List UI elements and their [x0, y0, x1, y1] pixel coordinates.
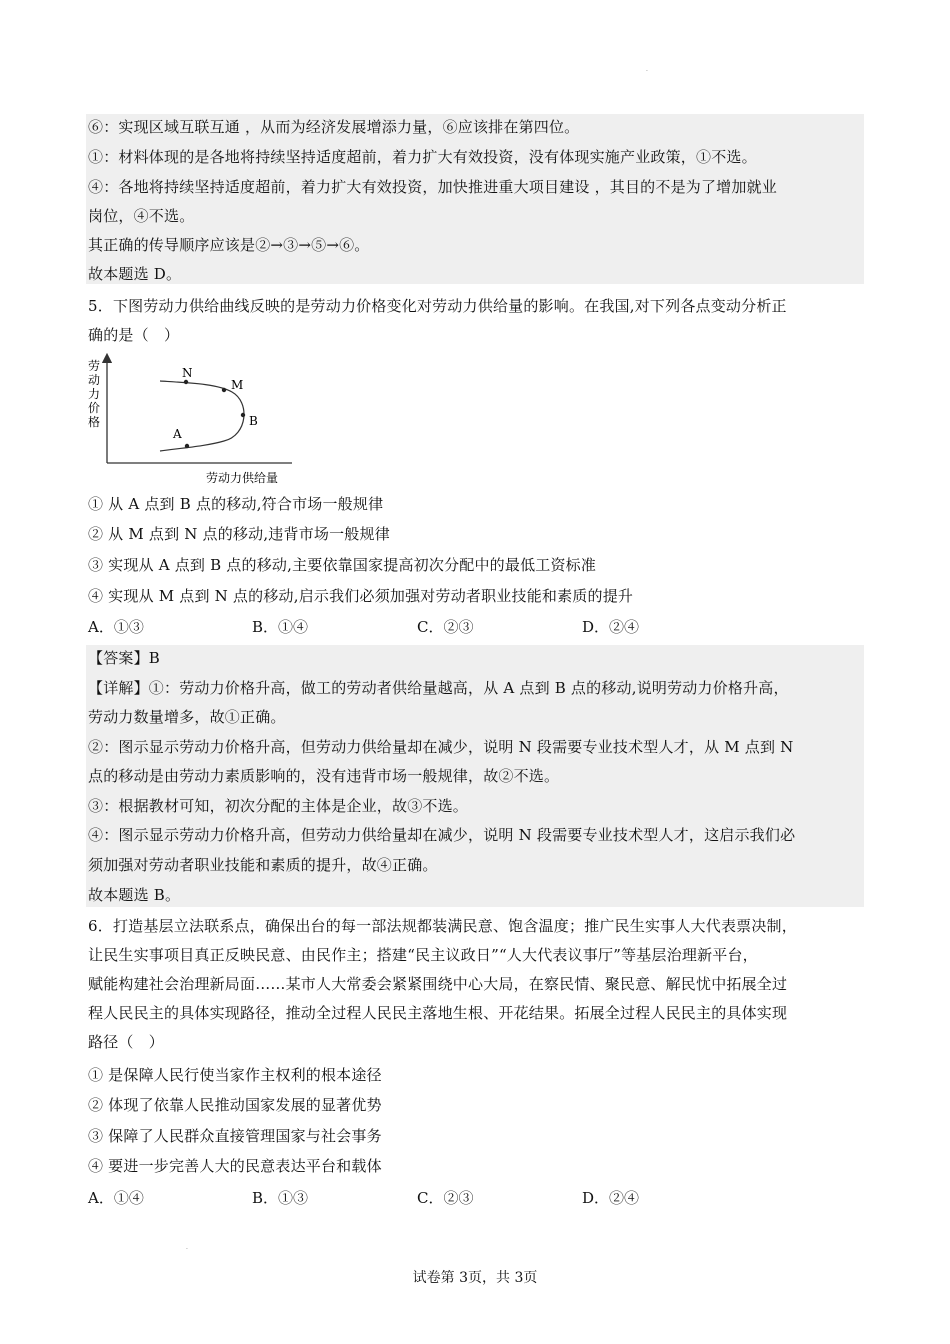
q5-statement: ④ 实现从 M 点到 N 点的移动,启示我们必须加强对劳动者职业技能和素质的提升 — [88, 587, 634, 605]
point-n — [184, 380, 188, 384]
q4-analysis-shade — [86, 114, 864, 284]
q6-stem-line: 赋能构建社会治理新局面……某市人大常委会紧紧围绕中心大局，在察民情、聚民意、解民忧中拓展全过 — [88, 975, 788, 993]
page-footer: 试卷第 3页，共 3页 — [412, 1270, 538, 1286]
corner-mark: . — [186, 1244, 188, 1251]
q5-analysis-line: 须加强对劳动者职业技能和素质的提升，故④正确。 — [88, 856, 438, 874]
y-axis-label-char: 动 — [87, 373, 101, 387]
q6-option-c[interactable]: C．②③ — [417, 1189, 474, 1207]
q6-stem-line: 程人民民主的具体实现路径，推动全过程人民民主落地生根、开花结果。拓展全过程人民民主的具体实现 — [88, 1004, 788, 1022]
point-label-m: M — [231, 378, 244, 392]
q6-statement: ④ 要进一步完善人大的民意表达平台和载体 — [88, 1157, 382, 1175]
labor-supply-curve-figure — [82, 352, 302, 492]
q5-stem-line: 5．下图劳动力供给曲线反映的是劳动力价格变化对劳动力供给量的影响。在我国,对下列各点变动分析正 — [88, 297, 787, 315]
point-label-b: B — [249, 414, 258, 428]
y-axis-label-char: 力 — [87, 387, 101, 401]
point-b — [241, 413, 245, 417]
q4-analysis-line: 岗位，④不选。 — [88, 207, 195, 225]
q6-statement: ③ 保障了人民群众直接管理国家与社会事务 — [88, 1127, 382, 1145]
q5-statement: ② 从 M 点到 N 点的移动,违背市场一般规律 — [88, 525, 390, 543]
q5-analysis-line: 劳动力数量增多，故①正确。 — [88, 708, 286, 726]
q6-stem-line: 路径（ ） — [88, 1033, 165, 1051]
q5-analysis-line: 故本题选 B。 — [88, 886, 181, 904]
q6-option-a[interactable]: A．①④ — [88, 1189, 144, 1207]
point-label-n: N — [182, 366, 193, 380]
q4-analysis-line: ①：材料体现的是各地将持续坚持适度超前，着力扩大有效投资，没有体现实施产业政策，①不选。 — [88, 148, 757, 166]
q4-analysis-line: ④：各地将持续坚持适度超前，着力扩大有效投资，加快推进重大项目建设 ，其目的不是为了增加就业 — [88, 178, 777, 196]
q5-statement: ③ 实现从 A 点到 B 点的移动,主要依靠国家提高初次分配中的最低工资标准 — [88, 556, 597, 574]
q6-option-d[interactable]: D．②④ — [582, 1189, 640, 1207]
q5-answer: 【答案】B — [88, 649, 161, 667]
y-axis-label-char: 价 — [87, 401, 101, 415]
q4-analysis-line: 其正确的传导顺序应该是②→③→⑤→⑥。 — [88, 236, 370, 254]
q6-statement: ② 体现了依靠人民推动国家发展的显著优势 — [88, 1096, 382, 1114]
q5-statement: ① 从 A 点到 B 点的移动,符合市场一般规律 — [88, 495, 384, 513]
q5-option-a[interactable]: A．①③ — [88, 618, 144, 636]
q6-statement: ① 是保障人民行使当家作主权利的根本途径 — [88, 1066, 382, 1084]
point-label-a: A — [173, 427, 182, 441]
q5-analysis-line: ②：图示显示劳动力价格升高，但劳动力供给量却在减少，说明 N 段需要专业技术型人才，从 M 点到 N — [88, 738, 794, 756]
q5-stem-line: 确的是（ ） — [88, 326, 180, 344]
q6-stem-line: 6．打造基层立法联系点，确保出台的每一部法规都装满民意、饱含温度；推广民生实事人大代表票决制， — [88, 917, 797, 935]
q5-option-b[interactable]: B．①④ — [252, 618, 309, 636]
q5-option-c[interactable]: C．②③ — [417, 618, 474, 636]
q5-analysis-line: ③：根据教材可知，初次分配的主体是企业，故③不选。 — [88, 797, 469, 815]
q4-analysis-line: 故本题选 D。 — [88, 265, 182, 283]
q5-analysis-line: ④：图示显示劳动力价格升高，但劳动力供给量却在减少，说明 N 段需要专业技术型人才，这启示我们必 — [88, 826, 796, 844]
point-m — [222, 388, 226, 392]
q6-stem-line: 让民生实事项目真正反映民意、由民作主；搭建“民主议政日”“人大代表议事厅”等基层治理新平台， — [88, 946, 758, 964]
q5-analysis-line: 【详解】①：劳动力价格升高，做工的劳动者供给量越高，从 A 点到 B 点的移动,说明劳动力价格升高， — [88, 679, 789, 697]
q5-analysis-line: 点的移动是由劳动力素质影响的，没有违背市场一般规律，故②不选。 — [88, 767, 560, 785]
y-axis-label-char: 劳 — [87, 359, 101, 373]
q4-analysis-line: ⑥：实现区域互联互通 ，从而为经济发展增添力量，⑥应该排在第四位。 — [88, 118, 580, 136]
q6-option-b[interactable]: B．①③ — [252, 1189, 309, 1207]
q5-option-d[interactable]: D．②④ — [582, 618, 640, 636]
x-axis-label: 劳动力供给量 — [205, 471, 279, 485]
y-axis-label-char: 格 — [87, 415, 101, 429]
point-a — [185, 444, 189, 448]
corner-mark: . — [646, 66, 648, 73]
